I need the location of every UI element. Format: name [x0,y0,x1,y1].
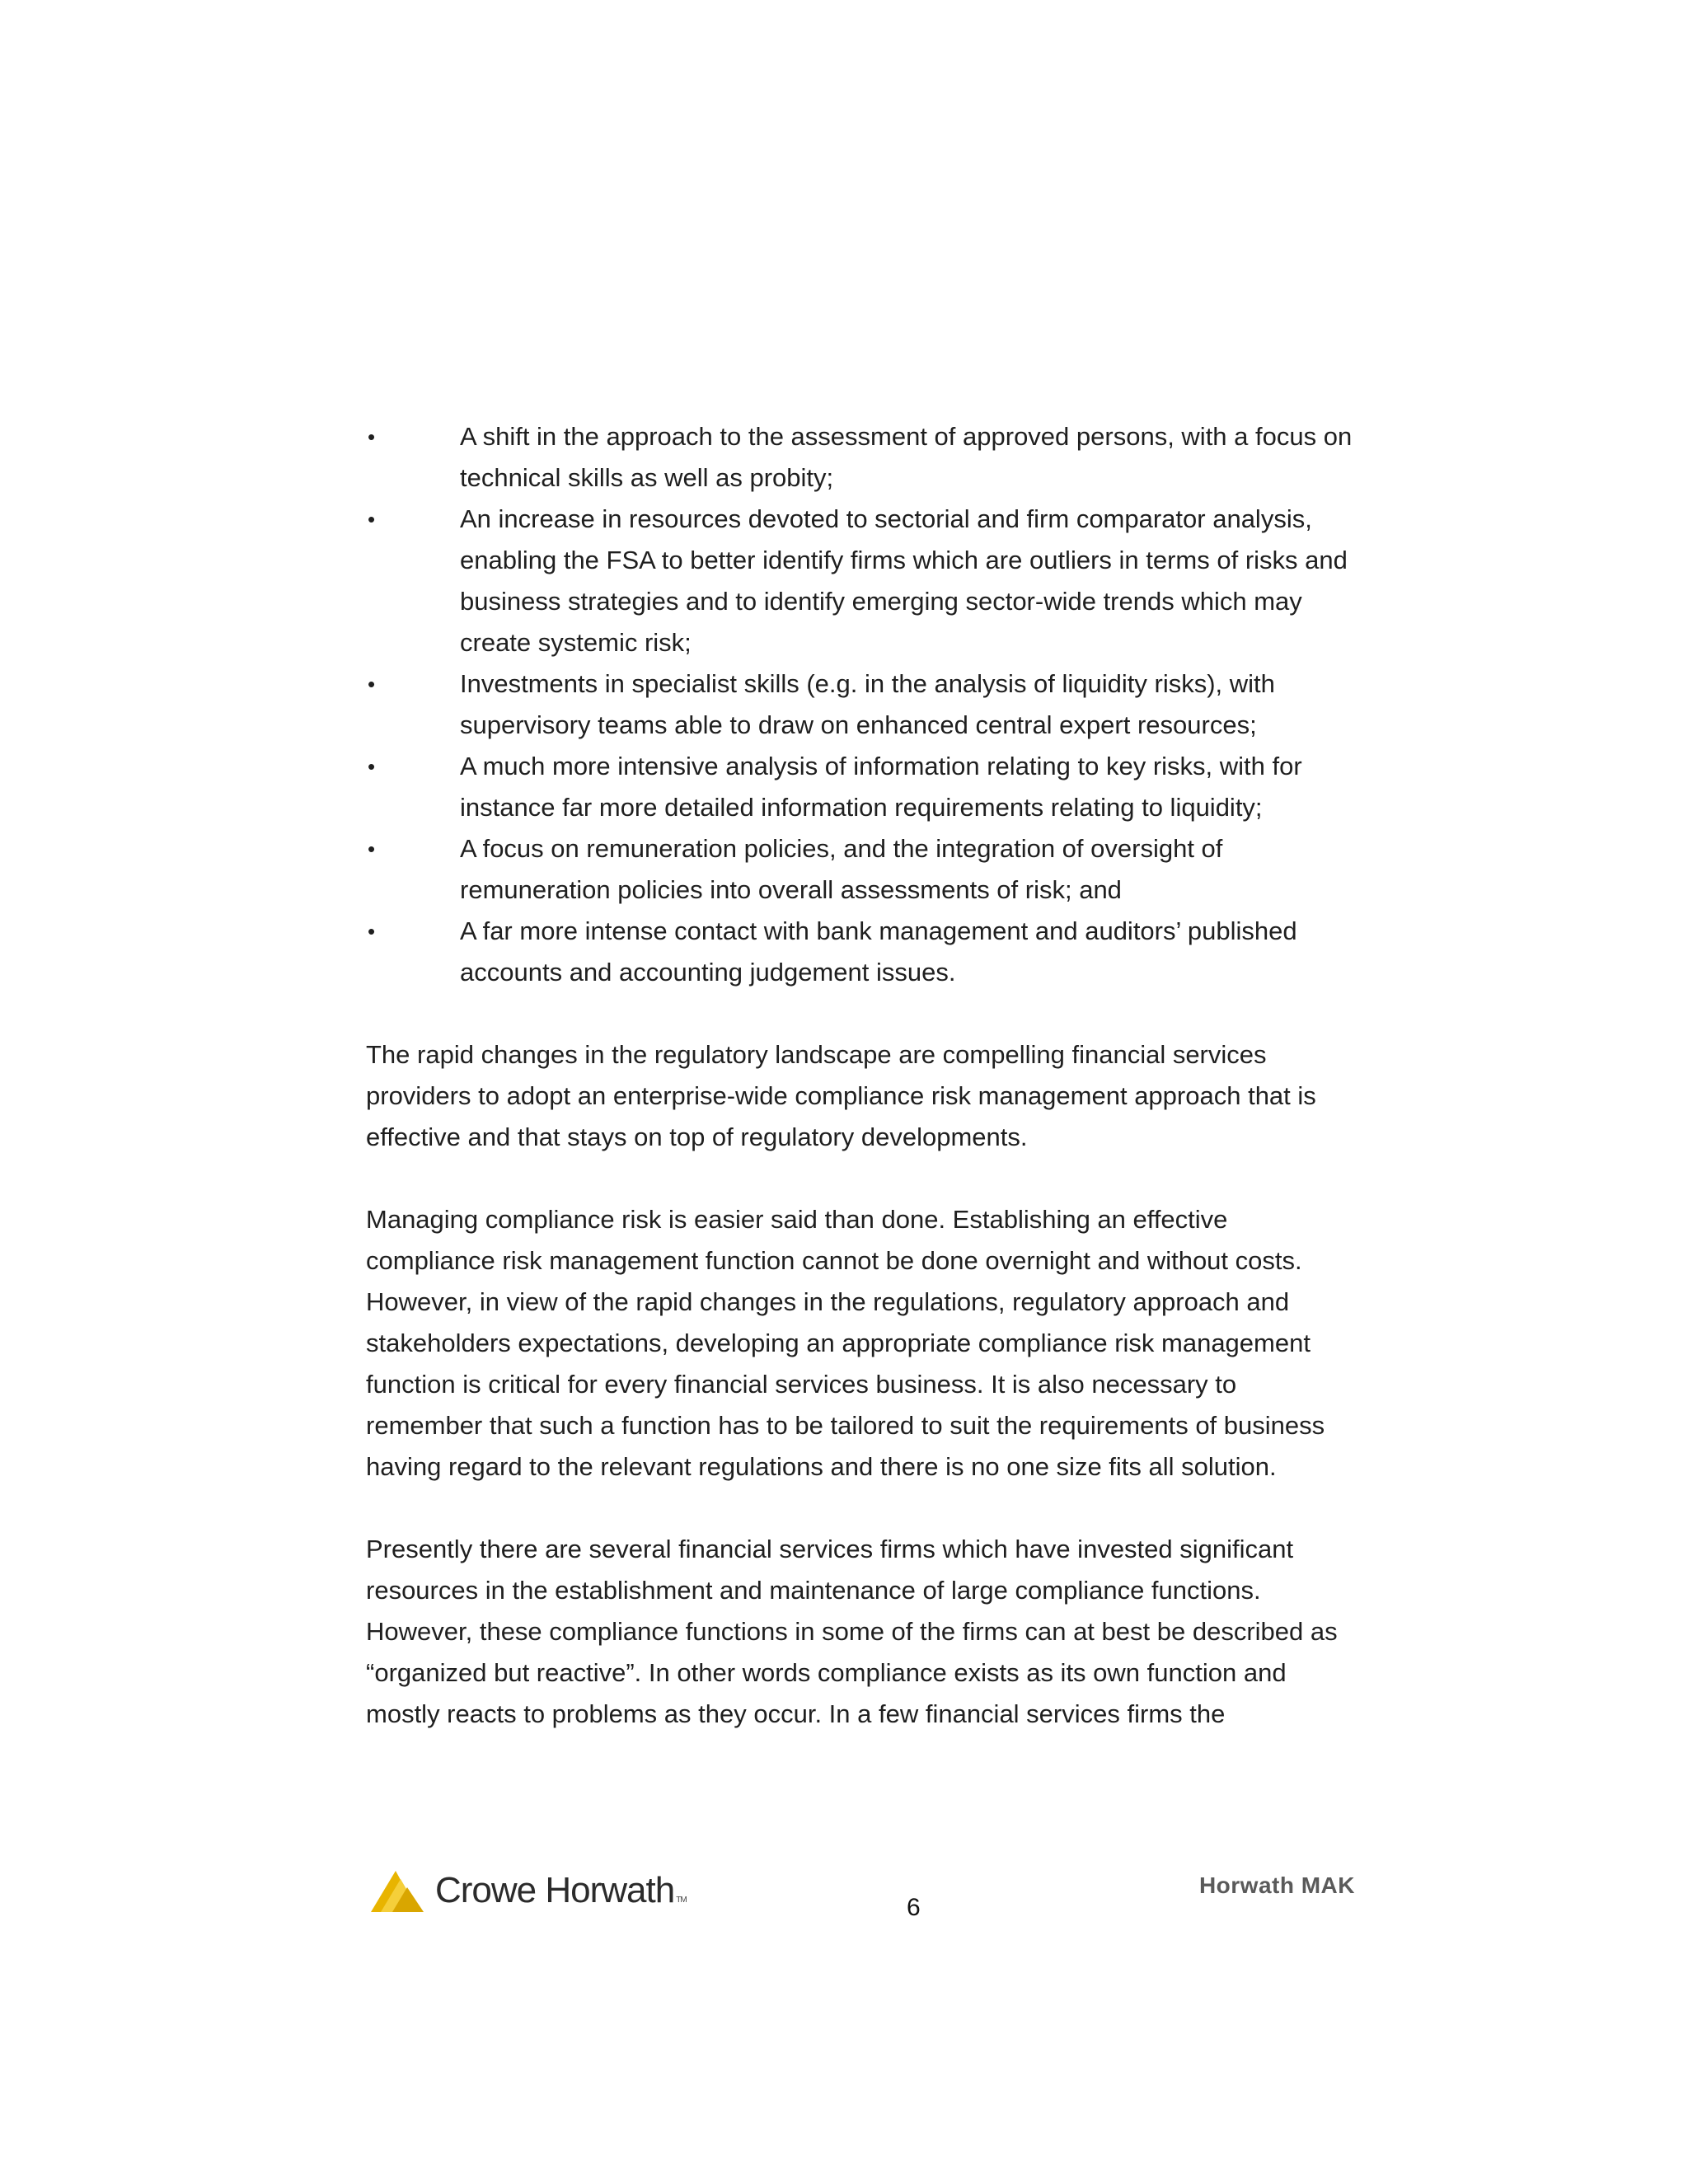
paragraph-managing-compliance-risk: Managing compliance risk is easier said than done. Establishing an effective compliance risk management function cannot be done overnight and without costs. However, in view of the rapid changes in the regulations, regulatory approach and stakeholders expectations, developing an appropriate compliance risk management function is critical for every financial services business. It is also necessary to remember that such a function has to be tailored to suit the requirements of business having regard to the relevant regulations and there is no one size fits all solution. [366,1205,1325,1481]
bullet-icon: • [368,424,376,449]
bullet-icon: • [368,837,376,861]
firm-name: Horwath MAK [1198,1872,1355,1898]
bullet-icon: • [368,672,376,696]
crowe-horwath-logo [371,1868,687,1914]
logo-text: Crowe Horwath TM [435,1870,687,1910]
list-item [366,663,1360,746]
list-item-text: An increase in resources devoted to sectorial and firm comparator analysis, enabling the FSA to better identify firms which are outliers in terms of risks and business strategies and to identify emerging sector-wide trends which may create systemic risk; [460,504,1348,657]
list-item [366,828,1360,911]
bullet-icon: • [368,754,376,779]
bullet-list [366,416,1360,993]
paragraph-compliance-functions: Presently there are several financial services firms which have invested significant resources in the establishment and maintenance of large compliance functions. However, these compliance functions in some of the firms can at best be described as “organized but reactive”. In other words compliance exists as its own function and mostly reacts to problems as they occur. In a few financial services firms the [366,1535,1338,1728]
list-item-text: A shift in the approach to the assessment of approved persons, with a focus on technical skills as well as probity; [460,422,1353,492]
list-item [366,416,1360,499]
trademark-mark: TM [676,1896,687,1905]
list-item-text: A focus on remuneration policies, and the integration of oversight of remuneration policies into overall assessments of risk; and [460,834,1223,904]
list-item-text: A much more intensive analysis of information relating to key risks, with for instance far more detailed information requirements relating to liquidity; [460,752,1302,822]
list-item-text: A far more intense contact with bank management and auditors’ published accounts and accounting judgement issues. [460,916,1297,987]
page-footer [366,1861,1360,1927]
crowe-peak-icon [371,1868,425,1914]
list-item [366,746,1360,828]
list-item-text: Investments in specialist skills (e.g. in the analysis of liquidity risks), with supervisory teams able to draw on enhanced central expert resources; [460,669,1275,739]
bullet-icon: • [368,919,376,944]
bullet-icon: • [368,507,376,532]
list-item [366,911,1360,993]
paragraph-regulatory-landscape: The rapid changes in the regulatory landscape are compelling financial services providers to adopt an enterprise-wide compliance risk management approach that is effective and that stays on top of regulatory developments. [366,1040,1316,1151]
page-number: 6 [907,1894,921,1921]
list-item [366,499,1360,663]
body-content [366,416,1360,1735]
